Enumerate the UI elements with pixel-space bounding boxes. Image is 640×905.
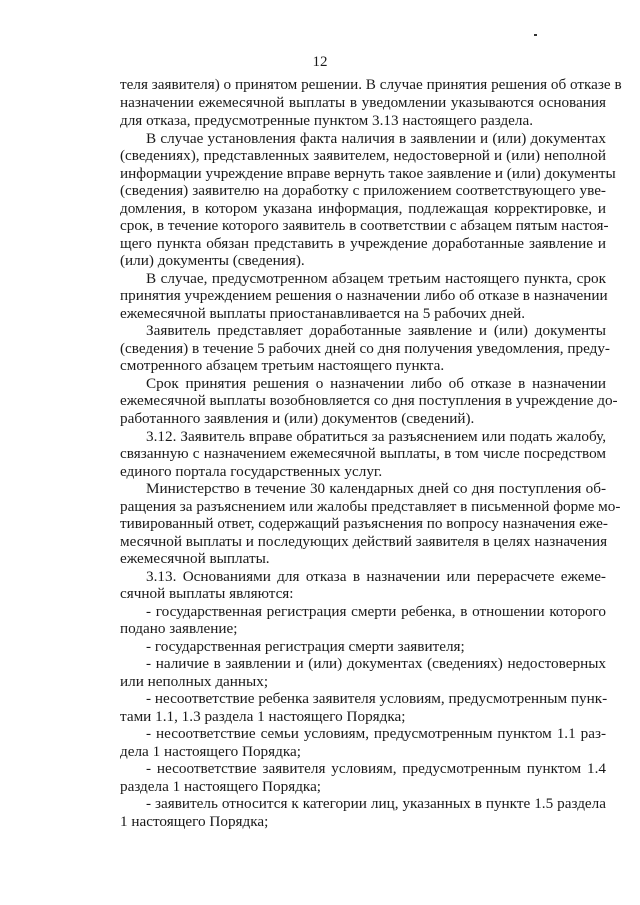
list-item-first-line: - заявитель относится к категории лиц, указанных в пункте 1.5 раздела bbox=[146, 795, 606, 812]
text-line: информации учреждение вправе вернуть такое заявление и (или) документы bbox=[120, 165, 616, 182]
text-line: тивированный ответ, содержащий разъяснения по вопросу назначения еже- bbox=[120, 515, 608, 532]
paragraph-first-line: Срок принятия решения о назначении либо об отказе в назначении bbox=[146, 375, 606, 392]
paragraph-first-line: 3.13. Основаниями для отказа в назначении или перерасчете ежеме- bbox=[146, 568, 606, 585]
list-item-first-line: - несоответствие заявителя условиям, предусмотренным пунктом 1.4 bbox=[146, 760, 606, 777]
list-item-first-line: - государственная регистрация смерти ребенка, в отношении которого bbox=[146, 603, 606, 620]
text-line: 1 настоящего Порядка; bbox=[120, 813, 269, 830]
text-line: назначении ежемесячной выплаты в уведомлении указываются основания bbox=[120, 94, 606, 111]
text-line: связанную с назначением ежемесячной выплаты, в том числе посредством bbox=[120, 445, 606, 462]
text-line: (сведениях), представленных заявителем, недостоверной и (или) неполной bbox=[120, 147, 606, 164]
page-number: 12 bbox=[312, 54, 328, 70]
paragraph-first-line: В случае установления факта наличия в заявлении и (или) документах bbox=[146, 130, 606, 147]
text-line: дела 1 настоящего Порядка; bbox=[120, 743, 301, 760]
text-line: смотренного абзацем третьим настоящего пункта. bbox=[120, 357, 445, 374]
text-line: ежемесячной выплаты приостанавливается на 5 рабочих дней. bbox=[120, 305, 526, 322]
text-line: или неполных данных; bbox=[120, 673, 269, 690]
scan-speck bbox=[534, 34, 537, 36]
text-line: ежемесячной выплаты возобновляется со дня поступления в учреждение до- bbox=[120, 392, 618, 409]
text-line: месячной выплаты и последующих действий заявителя в целях назначения bbox=[120, 533, 608, 550]
paragraph-first-line: 3.12. Заявитель вправе обратиться за разъяснением или подать жалобу, bbox=[146, 428, 606, 445]
text-line: принятия учреждением решения о назначении либо об отказе в назначении bbox=[120, 287, 608, 304]
text-line: единого портала государственных услуг. bbox=[120, 463, 383, 480]
text-line: ращения за разъяснением или жалобы представляет в письменной форме мо- bbox=[120, 498, 621, 515]
list-item-first-line: - несоответствие семьи условиям, предусмотренным пунктом 1.1 раз- bbox=[146, 725, 606, 742]
text-line: ежемесячной выплаты. bbox=[120, 550, 270, 567]
paragraph-first-line: В случае, предусмотренном абзацем третьим настоящего пункта, срок bbox=[146, 270, 606, 287]
text-line: для отказа, предусмотренные пунктом 3.13 настоящего раздела. bbox=[120, 112, 534, 129]
text-line: домления, в котором указана информация, подлежащая корректировке, и bbox=[120, 200, 606, 217]
text-line: теля заявителя) о принятом решении. В случае принятия решения об отказе в bbox=[120, 76, 622, 93]
list-item-first-line: - наличие в заявлении и (или) документах (сведениях) недостоверных bbox=[146, 655, 606, 672]
text-line: работанного заявления и (или) документов (сведений). bbox=[120, 410, 475, 427]
text-line: (сведения) в течение 5 рабочих дней со дня получения уведомления, преду- bbox=[120, 340, 610, 357]
text-line: (или) документы (сведения). bbox=[120, 252, 305, 269]
paragraph-first-line: Министерство в течение 30 календарных дней со дня поступления об- bbox=[146, 480, 606, 497]
text-line: срок, в течение которого заявитель в соответствии с абзацем пятым настоя- bbox=[120, 217, 609, 234]
text-line: раздела 1 настоящего Порядка; bbox=[120, 778, 322, 795]
text-line: тами 1.1, 1.3 раздела 1 настоящего Порядка; bbox=[120, 708, 406, 725]
list-item-first-line: - несоответствие ребенка заявителя условиям, предусмотренным пунк- bbox=[146, 690, 608, 707]
text-line: щего пункта обязан представить в учреждение доработанные заявление и bbox=[120, 235, 606, 252]
text-line: подано заявление; bbox=[120, 620, 238, 637]
text-line: сячной выплаты являются: bbox=[120, 585, 294, 602]
paragraph-first-line: Заявитель представляет доработанные заявление и (или) документы bbox=[146, 322, 606, 339]
list-item-first-line: - государственная регистрация смерти заявителя; bbox=[146, 638, 465, 655]
text-line: (сведения) заявителю на доработку с приложением соответствующего уве- bbox=[120, 182, 606, 199]
